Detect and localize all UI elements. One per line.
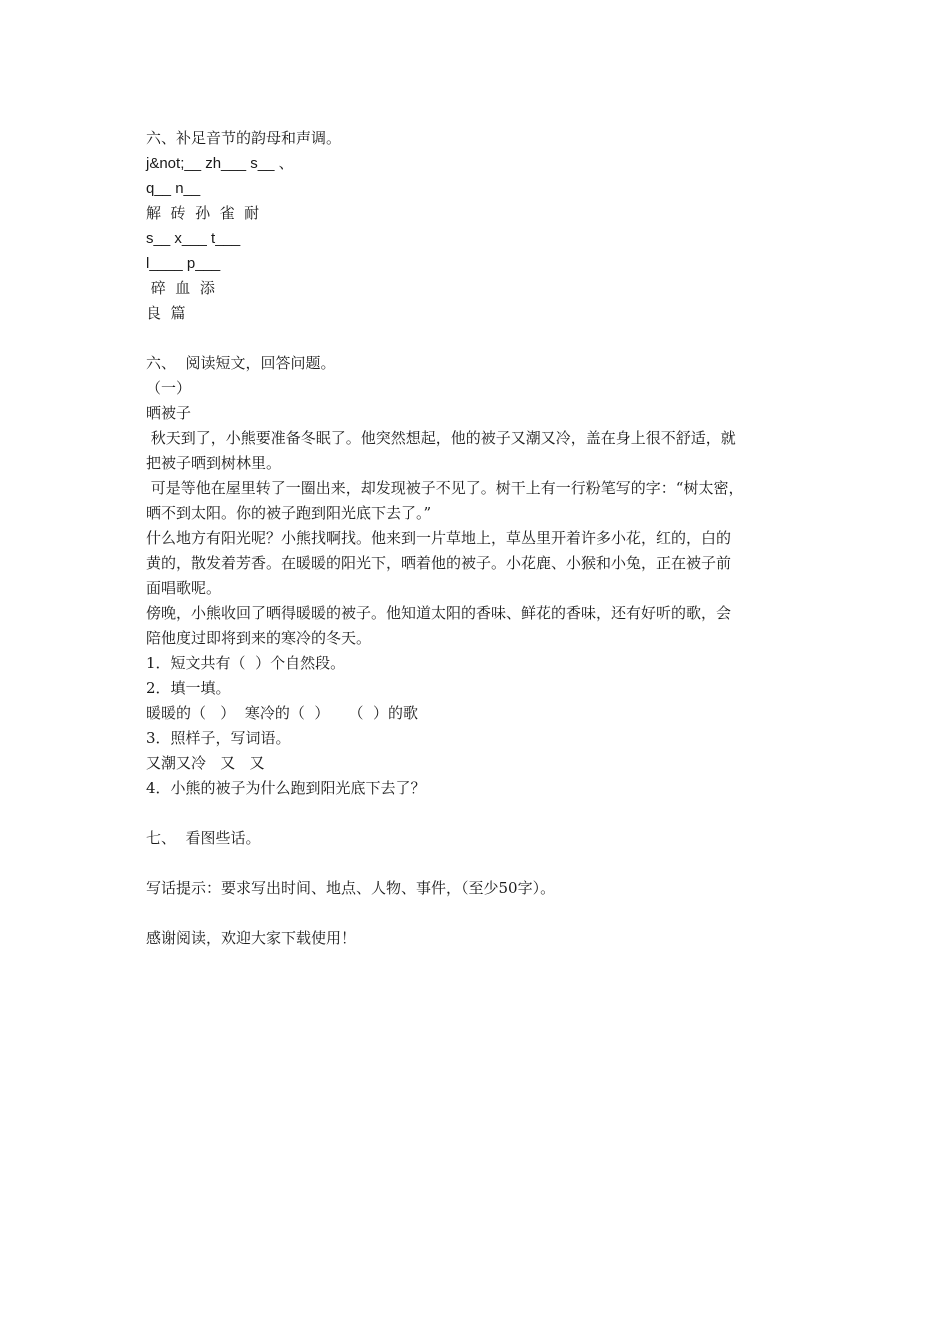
paragraph-3-line-1: 什么地方有阳光呢？小熊找啊找。他来到一片草地上，草丛里开着许多小花，红的，白的 [146, 529, 732, 547]
pinyin-row-4: l____ p___ [146, 255, 221, 272]
pinyin-row-1: j&not;__ zh___ s__ 、 [146, 155, 294, 172]
question-1: 1．短文共有（ ）个自然段。 [146, 654, 346, 672]
chars-row-2: 碎 血 添 [146, 279, 215, 297]
paragraph-2-line-2: 晒不到太阳。你的被子跑到阳光底下去了。” [146, 504, 432, 522]
paragraph-3-line-3: 面唱歌呢。 [146, 579, 222, 597]
paragraph-4-line-1: 傍晚，小熊收回了晒得暖暖的被子。他知道太阳的香味、鲜花的香味，还有好听的歌，会 [146, 604, 732, 622]
chars-row-1: 解 砖 孙 雀 耐 [146, 204, 260, 222]
reading-part-label: （一） [146, 379, 192, 397]
spacer [146, 801, 816, 826]
question-2: 2．填一填。 [146, 679, 231, 697]
question-2-fill: 暖暖的（ ） 寒冷的（ ） （ ）的歌 [146, 704, 418, 722]
writing-hint: 写话提示：要求写出时间、地点、人物、事件，（至少50字）。 [146, 879, 556, 897]
spacer [146, 901, 816, 926]
pinyin-row-3: s__ x___ t___ [146, 230, 241, 247]
question-4: 4．小熊的被子为什么跑到阳光底下去了？ [146, 779, 426, 797]
paragraph-1-line-1: 秋天到了，小熊要准备冬眠了。他突然想起，他的被子又潮又冷，盖在身上很不舒适，就 [146, 429, 736, 447]
question-3-example: 又潮又冷 又 又 [146, 754, 265, 772]
paragraph-1-line-2: 把被子晒到树林里。 [146, 454, 282, 472]
paragraph-2-line-1: 可是等他在屋里转了一圈出来，却发现被子不见了。树干上有一行粉笔写的字：“树太密， [146, 479, 744, 497]
section-7-heading: 七、 看图些话。 [146, 829, 261, 847]
spacer [146, 326, 816, 351]
spacer [146, 851, 816, 876]
thanks-note: 感谢阅读，欢迎大家下载使用！ [146, 929, 357, 947]
question-3: 3．照样子，写词语。 [146, 729, 291, 747]
section-6a-heading: 六、补足音节的韵母和声调。 [146, 129, 342, 147]
paragraph-3-line-2: 黄的，散发着芳香。在暖暖的阳光下，晒着他的被子。小花鹿、小猴和小兔，正在被子前 [146, 554, 732, 572]
pinyin-row-2: q__ n__ [146, 180, 201, 197]
reading-title: 晒被子 [146, 404, 192, 422]
document-page [146, 126, 816, 951]
chars-row-3: 良 篇 [146, 304, 186, 322]
paragraph-4-line-2: 陪他度过即将到来的寒冷的冬天。 [146, 629, 372, 647]
section-6b-heading: 六、 阅读短文，回答问题。 [146, 354, 336, 372]
